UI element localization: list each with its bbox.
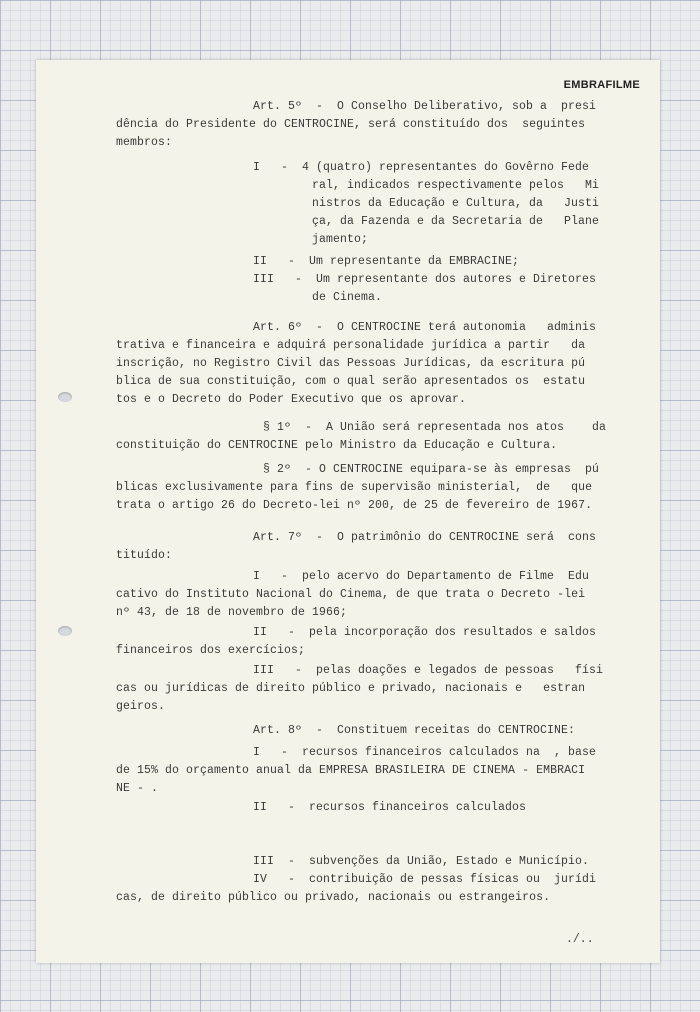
text-line: dência do Presidente do CENTROCINE, será constituído dos seguintes: [116, 118, 586, 131]
letterhead-brand: EMBRAFILME: [563, 79, 640, 91]
text-line: tos e o Decreto do Poder Executivo que os aprovar.: [116, 393, 467, 406]
text-line: § 2º - O CENTROCINE equipara-se às empresas pú: [263, 463, 600, 476]
text-line: jamento;: [312, 233, 369, 246]
text-line: I - pelo acervo do Departamento de Filme Edu: [253, 570, 590, 583]
text-line: II - pela incorporação dos resultados e saldos: [253, 626, 597, 639]
text-line: tituído:: [116, 549, 173, 562]
text-line: cas ou jurídicas de direito público e privado, nacionais e estran: [116, 682, 586, 695]
text-line: NE - .: [116, 782, 159, 795]
text-line: constituição do CENTROCINE pelo Ministro da Educação e Cultura.: [116, 439, 558, 452]
text-line: ral, indicados respectivamente pelos Mi: [312, 179, 600, 192]
text-line: blica de sua constituição, com o qual serão apresentados os estatu: [116, 375, 586, 388]
punch-hole: [58, 392, 72, 402]
text-line: Art. 6º - O CENTROCINE terá autonomia adminis: [253, 321, 597, 334]
punch-hole: [58, 626, 72, 636]
text-line: III - pelas doações e legados de pessoas físi: [253, 664, 604, 677]
document-page: [36, 60, 660, 963]
text-line: cativo do Instituto Nacional do Cinema, de que trata o Decreto -lei: [116, 588, 586, 601]
text-line: ça, da Fazenda e da Secretaria de Plane: [312, 215, 600, 228]
text-line: I - recursos financeiros calculados na , base: [253, 746, 597, 759]
text-line: inscrição, no Registro Civil das Pessoas Jurídicas, da escritura pú: [116, 357, 586, 370]
text-line: de 15% do orçamento anual da EMPRESA BRASILEIRA DE CINEMA - EMBRACI: [116, 764, 586, 777]
text-line: financeiros dos exercícios;: [116, 644, 306, 657]
text-line: Art. 8º - Constituem receitas do CENTROCINE:: [253, 724, 576, 737]
continuation-mark: ./..: [566, 933, 594, 946]
text-line: III - Um representante dos autores e Diretores: [253, 273, 597, 286]
text-line: de Cinema.: [312, 291, 383, 304]
text-line: Art. 5º - O Conselho Deliberativo, sob a presi: [253, 100, 597, 113]
text-line: III - subvenções da União, Estado e Município.: [253, 855, 590, 868]
text-line: § 1º - A União será representada nos atos da: [263, 421, 607, 434]
text-line: geiros.: [116, 700, 166, 713]
text-line: nistros da Educação e Cultura, da Justi: [312, 197, 600, 210]
text-line: II - Um representante da EMBRACINE;: [253, 255, 520, 268]
text-line: Art. 7º - O patrimônio do CENTROCINE será cons: [253, 531, 597, 544]
text-line: membros:: [116, 136, 173, 149]
text-line: trativa e financeira e adquirá personalidade jurídica a partir da: [116, 339, 586, 352]
text-line: nº 43, de 18 de novembro de 1966;: [116, 606, 348, 619]
text-line: trata o artigo 26 do Decreto-lei nº 200, de 25 de fevereiro de 1967.: [116, 499, 593, 512]
text-line: I - 4 (quatro) representantes do Govêrno Fede: [253, 161, 590, 174]
text-line: IV - contribuição de pessas físicas ou jurídi: [253, 873, 597, 886]
text-line: II - recursos financeiros calculados: [253, 801, 527, 814]
text-line: cas, de direito público ou privado, nacionais ou estrangeiros.: [116, 891, 551, 904]
text-line: blicas exclusivamente para fins de supervisão ministerial, de que: [116, 481, 593, 494]
